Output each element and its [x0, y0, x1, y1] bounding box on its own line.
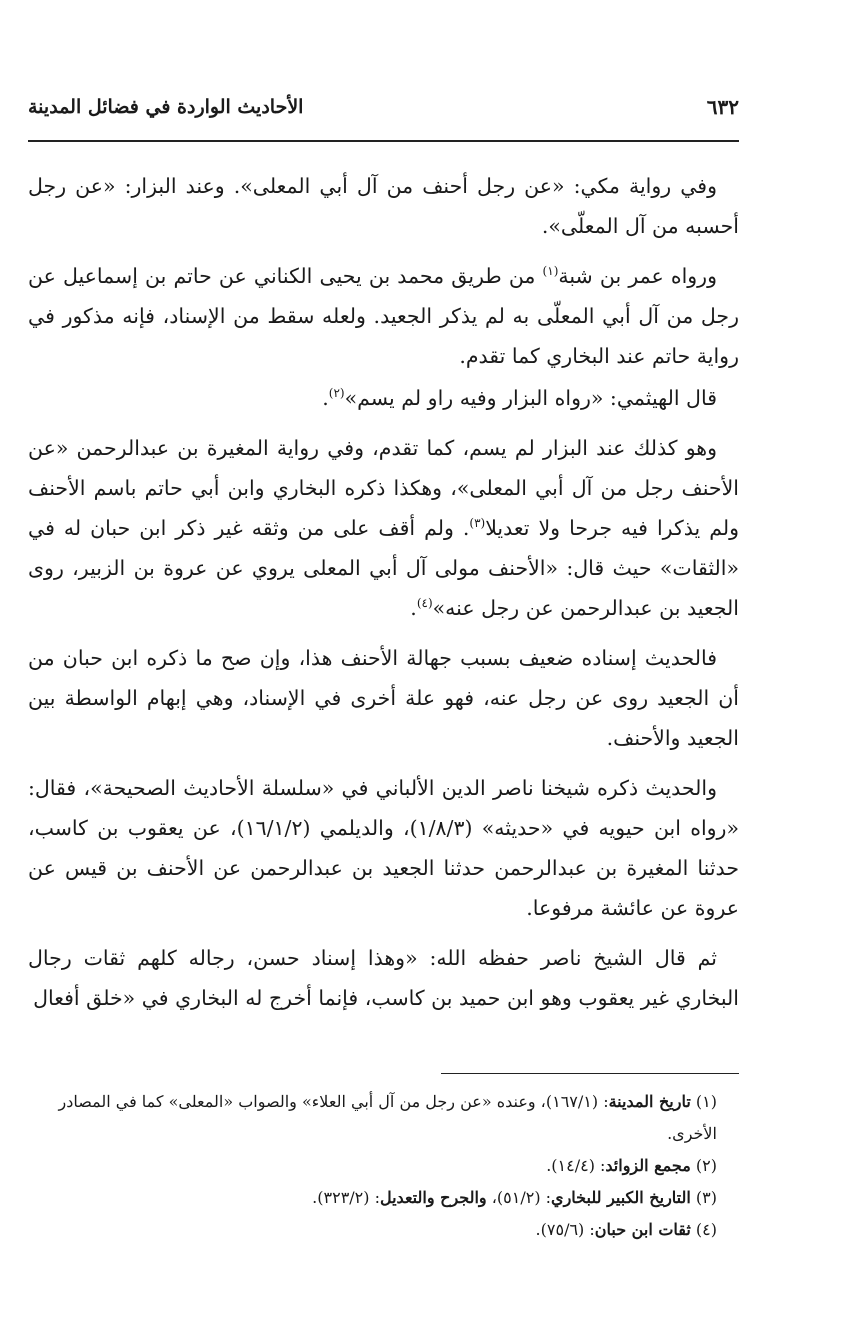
footnotes [28, 1086, 739, 1246]
main-text [28, 166, 739, 1028]
running-title: الأحاديث الواردة في فضائل المدينة [28, 96, 304, 118]
paragraph-4: وهو كذلك عند البزار لم يسم، كما تقدم، وفي رواية المغيرة بن عبدالرحمن «عن الأحنف رجل من آل أبي المعلى»، وهكذا ذكره البخاري وابن أبي حاتم باسم الأحنف ولم يذكرا فيه جرحا ولا تعديلا$^{(٣)}$. ولم أقف على من وثقه غير ذكر ابن حبان له في «الثقات» حيث قال: «الأحنف مولى آل أبي المعلى يروي عن عروة بن الزبير، روى الجعيد بن عبدالرحمن عن رجل عنه»$^{(٤)}$. [28, 436, 739, 620]
footnote-2: (٢) مجمع الزوائد: (١٤/٤). [546, 1156, 717, 1175]
footnote-divider [441, 1073, 739, 1074]
footnote-3: (٣) التاريخ الكبير للبخاري: (٥١/٢)، والجرح والتعديل: (٣٢٣/٢). [312, 1188, 717, 1207]
header-divider [28, 140, 739, 142]
footnote-4: (٤) ثقات ابن حبان: (٧٥/٦). [535, 1220, 717, 1239]
footnote-ref-4[interactable]: (٤) [416, 596, 433, 611]
footnote-1: (١) تاريخ المدينة: (١٦٧/١)، وعنده «عن رجل من آل أبي العلاء» والصواب «المعلى» كما في المصادر الأخرى. [58, 1092, 717, 1143]
paragraph-3: قال الهيثمي: «رواه البزار وفيه راو لم يسم»$^{(٢)}$. [322, 386, 717, 410]
paragraph-1: وفي رواية مكي: «عن رجل أحنف من آل أبي المعلى». وعند البزار: «عن رجل أحسبه من آل المعلّى». [28, 174, 739, 238]
paragraph-7: ثم قال الشيخ ناصر حفظه الله: «وهذا إسناد حسن، رجاله كلهم ثقات رجال البخاري غير يعقوب وهو ابن حميد بن كاسب، فإنما أخرج له البخاري في «خلق أفعال [28, 946, 739, 1010]
footnote-ref-1[interactable]: (١) [542, 264, 559, 279]
paragraph-5: فالحديث إسناده ضعيف بسبب جهالة الأحنف هذا، وإن صح ما ذكره ابن حبان من أن الجعيد روى عن رجل عنه، فهو علة أخرى في الإسناد، وهي إبهام الواسطة بين الجعيد والأحنف. [28, 646, 739, 750]
page-header [28, 92, 739, 122]
page-number: ٦٣٢ [706, 95, 739, 119]
paragraph-6: والحديث ذكره شيخنا ناصر الدين الألباني في «سلسلة الأحاديث الصحيحة»، فقال: «رواه ابن حيويه في «حديثه» (١/٨/٣)، والديلمي (١٦/١/٢)، عن يعقوب بن كاسب، حدثنا المغيرة بن عبدالرحمن حدثنا الجعيد بن عبدالرحمن عن الأحنف بن قيس عن عروة عن عائشة مرفوعا. [28, 776, 739, 920]
footnote-ref-3[interactable]: (٣) [469, 516, 486, 531]
paragraph-2: ورواه عمر بن شبة$^{(١)}$ من طريق محمد بن يحيى الكناني عن حاتم بن إسماعيل عن رجل من آل أبي المعلّى به لم يذكر الجعيد. ولعله سقط من الإسناد، فإنه مذكور في رواية حاتم عند البخاري كما تقدم. [28, 264, 739, 368]
footnote-ref-2[interactable]: (٢) [328, 386, 345, 401]
